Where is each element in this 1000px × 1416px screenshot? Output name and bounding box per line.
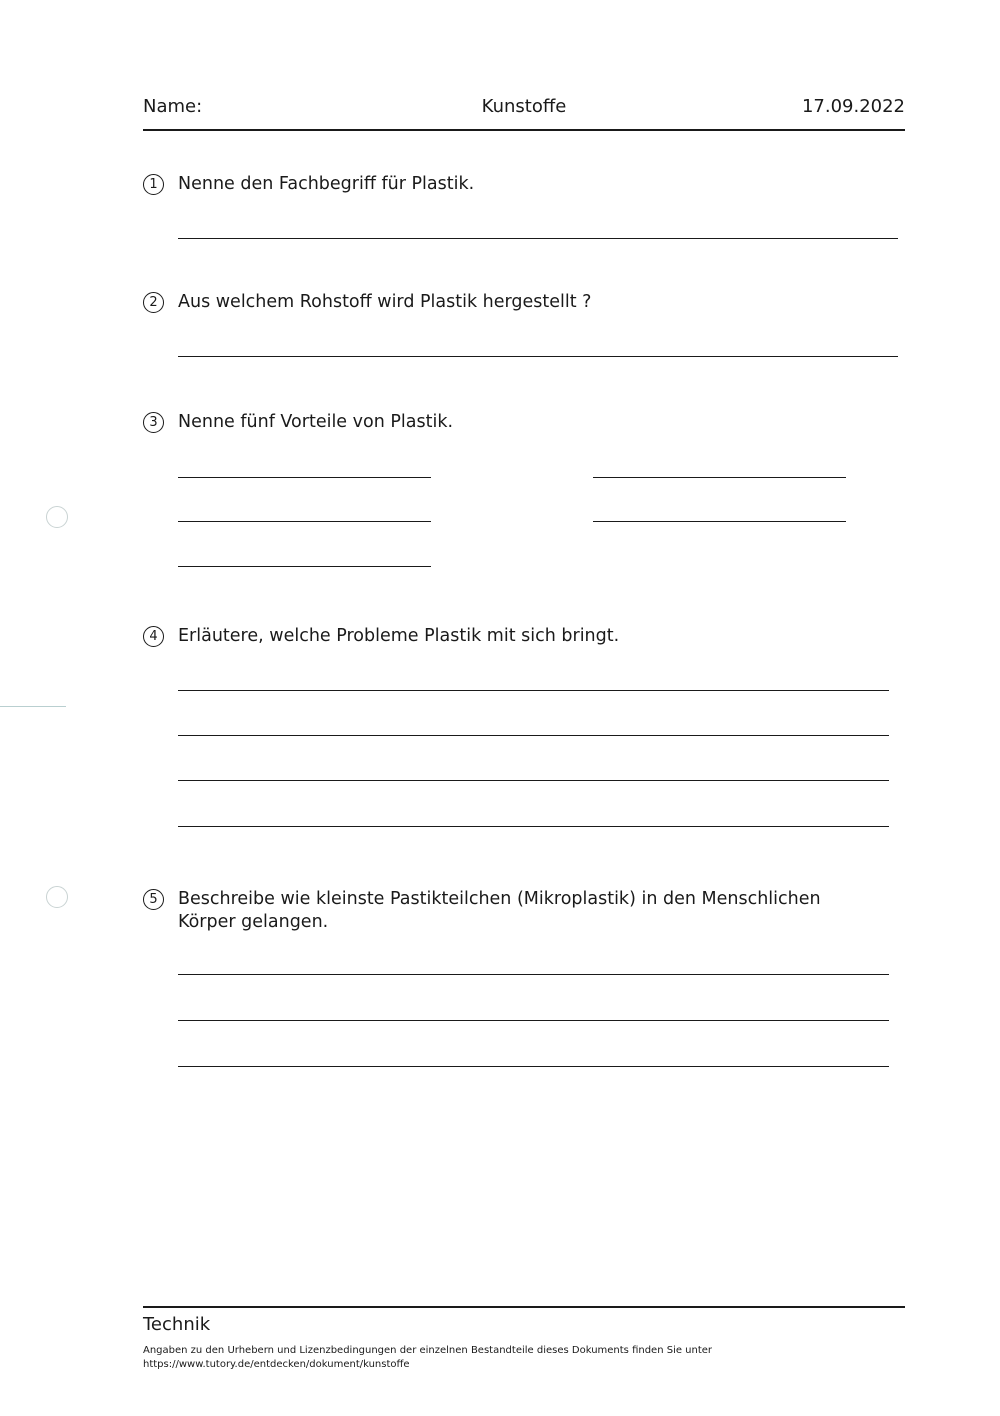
- question-text: Erläutere, welche Probleme Plastik mit sich bringt.: [178, 626, 620, 646]
- punch-hole-top: [46, 506, 68, 528]
- question-number-badge: 1: [143, 174, 164, 195]
- footer-license-text: Angaben zu den Urhebern und Lizenzbedingungen der einzelnen Bestandteile dieses Dokuments finden Sie unter: [143, 1345, 713, 1356]
- question-number-badge: 5: [143, 889, 164, 910]
- answer-line[interactable]: [593, 521, 846, 522]
- fold-mark: [0, 706, 66, 707]
- answer-line[interactable]: [178, 690, 889, 691]
- question-text: Nenne den Fachbegriff für Plastik.: [178, 174, 475, 194]
- answer-line[interactable]: [178, 356, 898, 357]
- punch-hole-bottom: [46, 886, 68, 908]
- name-label: Name:: [143, 96, 203, 117]
- question-text: Beschreibe wie kleinste Pastikteilchen (Mikroplastik) in den Menschlichen Körper gelangen.: [178, 889, 821, 932]
- question-number-badge: 2: [143, 292, 164, 313]
- footer-rule: [143, 1306, 905, 1308]
- question-number-badge: 4: [143, 626, 164, 647]
- question-number-badge: 3: [143, 412, 164, 433]
- footer-subject: Technik: [143, 1314, 211, 1335]
- answer-line[interactable]: [178, 477, 431, 478]
- footer-license-url[interactable]: https://www.tutory.de/entdecken/dokument/kunstoffe: [143, 1359, 410, 1370]
- answer-line[interactable]: [178, 566, 431, 567]
- worksheet-date: 17.09.2022: [801, 96, 905, 117]
- answer-line[interactable]: [178, 238, 898, 239]
- worksheet-title: Kunstoffe: [481, 96, 567, 117]
- answer-line[interactable]: [178, 521, 431, 522]
- answer-line[interactable]: [178, 974, 889, 975]
- answer-line[interactable]: [178, 780, 889, 781]
- answer-line[interactable]: [178, 735, 889, 736]
- question-text: Aus welchem Rohstoff wird Plastik hergestellt ?: [178, 292, 592, 312]
- answer-line[interactable]: [178, 826, 889, 827]
- question-text: Nenne fünf Vorteile von Plastik.: [178, 412, 454, 432]
- header-rule: [143, 129, 905, 131]
- answer-line[interactable]: [178, 1020, 889, 1021]
- answer-line[interactable]: [593, 477, 846, 478]
- answer-line[interactable]: [178, 1066, 889, 1067]
